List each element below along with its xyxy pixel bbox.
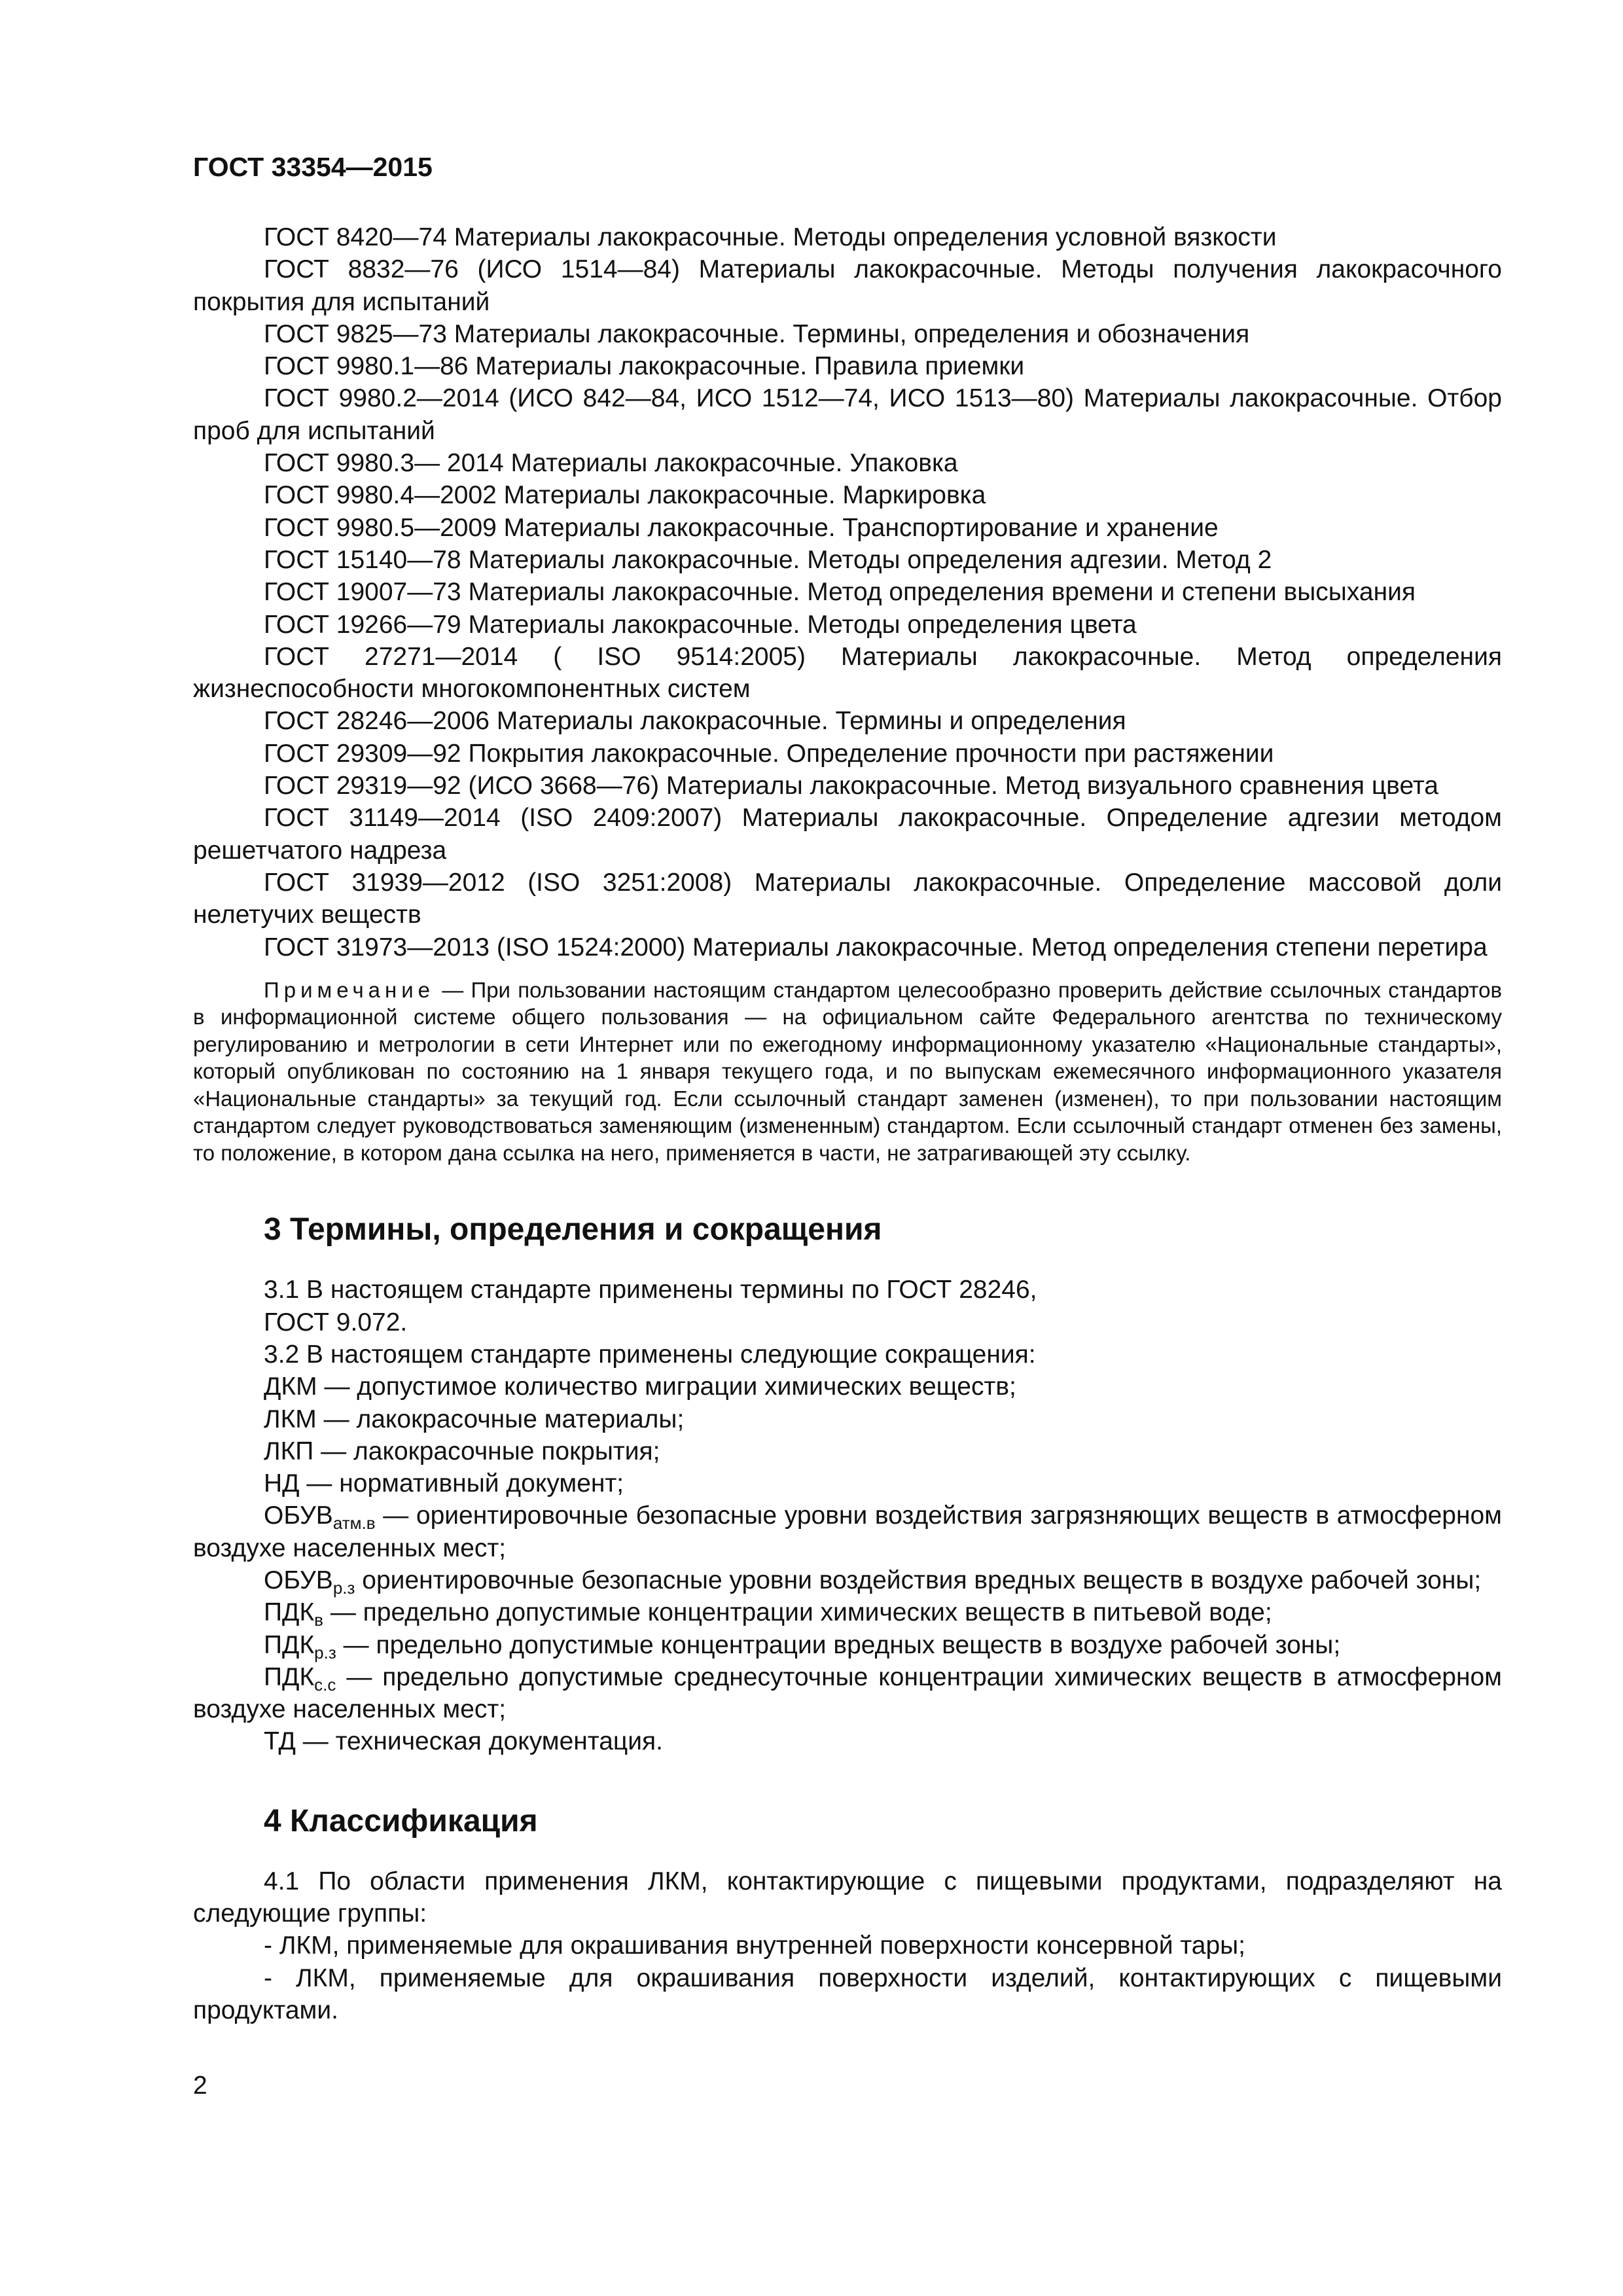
section-3-heading: 3 Термины, определения и сокращения (264, 1212, 882, 1247)
reference-item: ГОСТ 19007—73 Материалы лакокрасочные. Метод определения времени и степени высыхания (264, 578, 1416, 607)
reference-item: ГОСТ 31973—2013 (ISO 1524:2000) Материалы лакокрасочные. Метод определения степени перетира (264, 933, 1488, 961)
reference-item: ГОСТ 9980.1—86 Материалы лакокрасочные. Правила приемки (264, 352, 1025, 381)
abbreviation-pdk-v (193, 1596, 1502, 1628)
reference-item: ГОСТ 8832—76 (ИСО 1514—84) Материалы лакокрасочные. Методы получения лакокрасочного покрытия для испытаний (193, 255, 1502, 316)
abbreviation-dkm: ДКМ — допустимое количество миграции химических веществ; (264, 1372, 1016, 1401)
page-number: 2 (193, 2072, 207, 2100)
note-label: Примечание (264, 977, 435, 1002)
reference-item: ГОСТ 19266—79 Материалы лакокрасочные. Методы определения цвета (264, 610, 1137, 639)
abbreviation-obuv-rz (193, 1564, 1502, 1596)
abbreviation-term: ПДК (264, 1598, 315, 1627)
clause-3-2: 3.2 В настоящем стандарте применены следующие сокращения: (264, 1340, 1036, 1369)
abbreviation-definition: ориентировочные безопасные уровни воздействия вредных веществ в воздухе рабочей зоны; (355, 1566, 1482, 1594)
abbreviation-subscript: с.с (314, 1674, 336, 1695)
abbreviation-subscript: в (314, 1610, 323, 1630)
abbreviation-term: ОБУВ (264, 1501, 333, 1530)
abbreviation-definition: — предельно допустимые концентрации вредных веществ в воздухе рабочей зоны; (336, 1630, 1341, 1659)
abbreviation-subscript: р.з (314, 1642, 336, 1662)
section-4-heading: 4 Классификация (264, 1803, 538, 1839)
reference-item: ГОСТ 29319—92 (ИСО 3668—76) Материалы лакокрасочные. Метод визуального сравнения цвета (264, 772, 1438, 800)
reference-item: ГОСТ 9980.5—2009 Материалы лакокрасочные. Транспортирование и хранение (264, 513, 1219, 542)
abbreviation-term: ОБУВ (264, 1566, 333, 1594)
note-text: — При пользовании настоящим стандартом целесообразно проверить действие ссылочных стандартов в информационной системе общего пользования — на официальном сайте Федерального агентства по техническому регулированию и метрологии в сети Интернет или по ежегодному информационному указателю «Национальные стандарты», который опубликован по состоянию на 1 января текущего года, и по выпускам ежемесячного информационного указателя «Национальные стандарты» за текущий год. Если ссылочный стандарт заменен (изменен), то при пользовании настоящим стандартом следует руководствоваться заменяющим (измененным) стандартом. Если ссылочный стандарт отменен без замены, то положение, в котором дана ссылка на него, применяется в части, не затрагивающей эту ссылку. (193, 977, 1502, 1165)
reference-item: ГОСТ 29309—92 Покрытия лакокрасочные. Определение прочности при растяжении (264, 739, 1274, 768)
reference-item: ГОСТ 9980.3— 2014 Материалы лакокрасочные. Упаковка (264, 449, 958, 478)
normative-references-list (193, 221, 1502, 963)
abbreviation-obuv-atm (193, 1499, 1502, 1564)
reference-item: ГОСТ 31939—2012 (ISO 3251:2008) Материалы лакокрасочные. Определение массовой доли нелетучих веществ (193, 868, 1502, 929)
clause-3-1: 3.1 В настоящем стандарте применены термины по ГОСТ 28246, (264, 1276, 1037, 1304)
document-code-header: ГОСТ 33354—2015 (193, 152, 433, 182)
abbreviation-definition: — предельно допустимые среднесуточные концентрации химических веществ в атмосферном воздухе населенных мест; (193, 1662, 1502, 1724)
abbreviation-definition: — предельно допустимые концентрации химических веществ в питьевой воде; (323, 1598, 1272, 1627)
reference-item: ГОСТ 9980.4—2002 Материалы лакокрасочные. Маркировка (264, 481, 986, 510)
abbreviation-term: ПДК (264, 1662, 315, 1691)
abbreviation-pdk-ss (193, 1661, 1502, 1726)
reference-item: ГОСТ 28246—2006 Материалы лакокрасочные. Термины и определения (264, 707, 1126, 736)
abbreviation-lkp: ЛКП — лакокрасочные покрытия; (264, 1437, 660, 1465)
clause-4-1: 4.1 По области применения ЛКМ, контактирующие с пищевыми продуктами, подразделяют на следующие группы: (193, 1867, 1502, 1928)
abbreviation-nd: НД — нормативный документ; (264, 1469, 624, 1498)
abbreviation-definition: — ориентировочные безопасные уровни воздействия загрязняющих веществ в атмосферном воздухе населенных мест; (193, 1501, 1502, 1562)
abbreviation-subscript: атм.в (332, 1513, 376, 1534)
reference-item: ГОСТ 9980.2—2014 (ИСО 842—84, ИСО 1512—74, ИСО 1513—80) Материалы лакокрасочные. Отбор проб для испытаний (193, 384, 1502, 445)
group-item: - ЛКМ, применяемые для окрашивания поверхности изделий, контактирующих с пищевыми продуктами. (193, 1964, 1502, 2024)
abbreviation-td: ТД — техническая документация. (264, 1727, 664, 1756)
abbreviation-subscript: р.з (332, 1578, 355, 1598)
reference-item: ГОСТ 15140—78 Материалы лакокрасочные. Методы определения адгезии. Метод 2 (264, 545, 1272, 574)
group-item: - ЛКМ, применяемые для окрашивания внутренней поверхности консервной тары; (264, 1931, 1245, 1960)
note-paragraph (193, 977, 1502, 1167)
reference-item: ГОСТ 8420—74 Материалы лакокрасочные. Методы определения условной вязкости (264, 223, 1277, 251)
abbreviation-pdk-rz (193, 1629, 1502, 1661)
reference-item: ГОСТ 9825—73 Материалы лакокрасочные. Термины, определения и обозначения (264, 319, 1250, 348)
reference-item: ГОСТ 27271—2014 ( ISO 9514:2005) Материалы лакокрасочные. Метод определения жизнеспособности многокомпонентных систем (193, 642, 1502, 704)
abbreviation-term: ПДК (264, 1630, 315, 1659)
clause-3-1-continuation: ГОСТ 9.072. (264, 1308, 408, 1336)
reference-item: ГОСТ 31149—2014 (ISO 2409:2007) Материалы лакокрасочные. Определение адгезии методом решетчатого надреза (193, 804, 1502, 865)
abbreviation-lkm: ЛКМ — лакокрасочные материалы; (264, 1405, 685, 1433)
